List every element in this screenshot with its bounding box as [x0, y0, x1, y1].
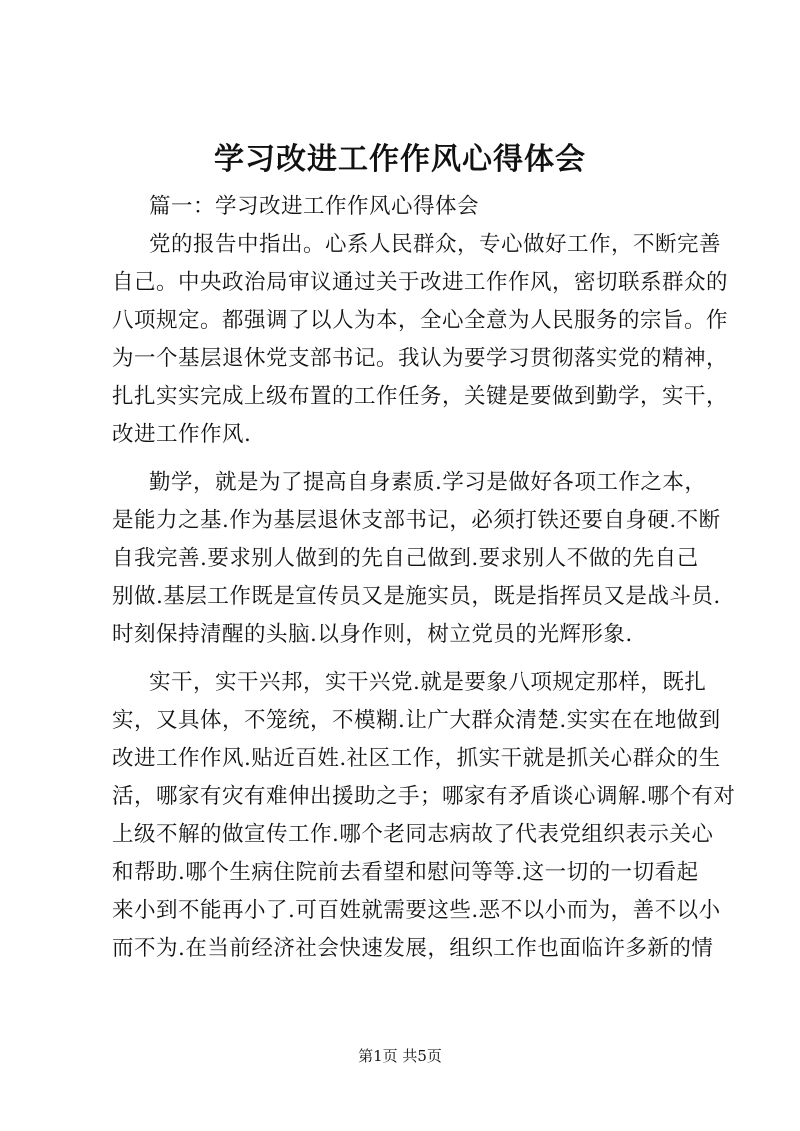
paragraph-line: 是能力之基.作为基层退休支部书记，必须打铁还要自身硬.不断: [112, 508, 721, 533]
paragraph-line: 党的报告中指出。心系人民群众，专心做好工作，不断完善: [149, 232, 722, 257]
paragraph-spacer: [112, 454, 702, 464]
paragraph-line: 时刻保持清醒的头脑.以身作则，树立党员的光辉形象.: [112, 622, 633, 647]
paragraph-line: 自我完善.要求别人做到的先自己做到.要求别人不做的先自己: [112, 546, 699, 571]
document-body: [112, 188, 736, 968]
paragraph-line: 上级不解的做宣传工作.哪个老同志病故了代表党组织表示关心: [112, 822, 714, 847]
paragraph-line: 扎扎实实完成上级布置的工作任务，关键是要做到勤学，实干，: [112, 384, 729, 409]
paragraph-line: 实干，实干兴邦，实干兴党.就是要象八项规定那样，既扎: [149, 670, 707, 695]
paragraph-line: 改进工作作风.: [112, 422, 252, 447]
paragraph-1: [112, 226, 729, 454]
page-title: 学习改进工作作风心得体会: [214, 142, 586, 177]
page-footer: 第1页 共5页: [358, 1047, 442, 1065]
paragraph-line: 和帮助.哪个生病住院前去看望和慰问等等.这一切的一切看起: [112, 860, 699, 885]
paragraph-line: 为一个基层退休党支部书记。我认为要学习贯彻落实党的精神，: [112, 346, 729, 371]
paragraph-line: 活，哪家有灾有难伸出援助之手；哪家有矛盾谈心调解.哪个有对: [112, 784, 736, 809]
paragraph-line: 勤学，就是为了提高自身素质.学习是做好各项工作之本，: [149, 470, 707, 495]
paragraph-line: 八项规定。都强调了以人为本，全心全意为人民服务的宗旨。作: [112, 308, 729, 333]
section-heading: 篇一：学习改进工作作风心得体会: [149, 194, 480, 219]
paragraph-line: 别做.基层工作既是宣传员又是施实员，既是指挥员又是战斗员.: [112, 584, 721, 609]
paragraph-line: 自己。中央政治局审议通过关于改进工作作风，密切联系群众的: [112, 270, 729, 295]
paragraph-spacer: [112, 654, 702, 664]
paragraph-line: 来小到不能再小了.可百姓就需要这些.恶不以小而为，善不以小: [112, 898, 721, 923]
paragraph-3: [112, 664, 736, 968]
paragraph-2: [112, 464, 721, 654]
paragraph-line: 改进工作作风.贴近百姓.社区工作，抓实干就是抓关心群众的生: [112, 746, 721, 771]
paragraph-line: 实，又具体，不笼统，不模糊.让广大群众清楚.实实在在地做到: [112, 708, 721, 733]
paragraph-line: 而不为.在当前经济社会快速发展，组织工作也面临许多新的情: [112, 936, 714, 961]
